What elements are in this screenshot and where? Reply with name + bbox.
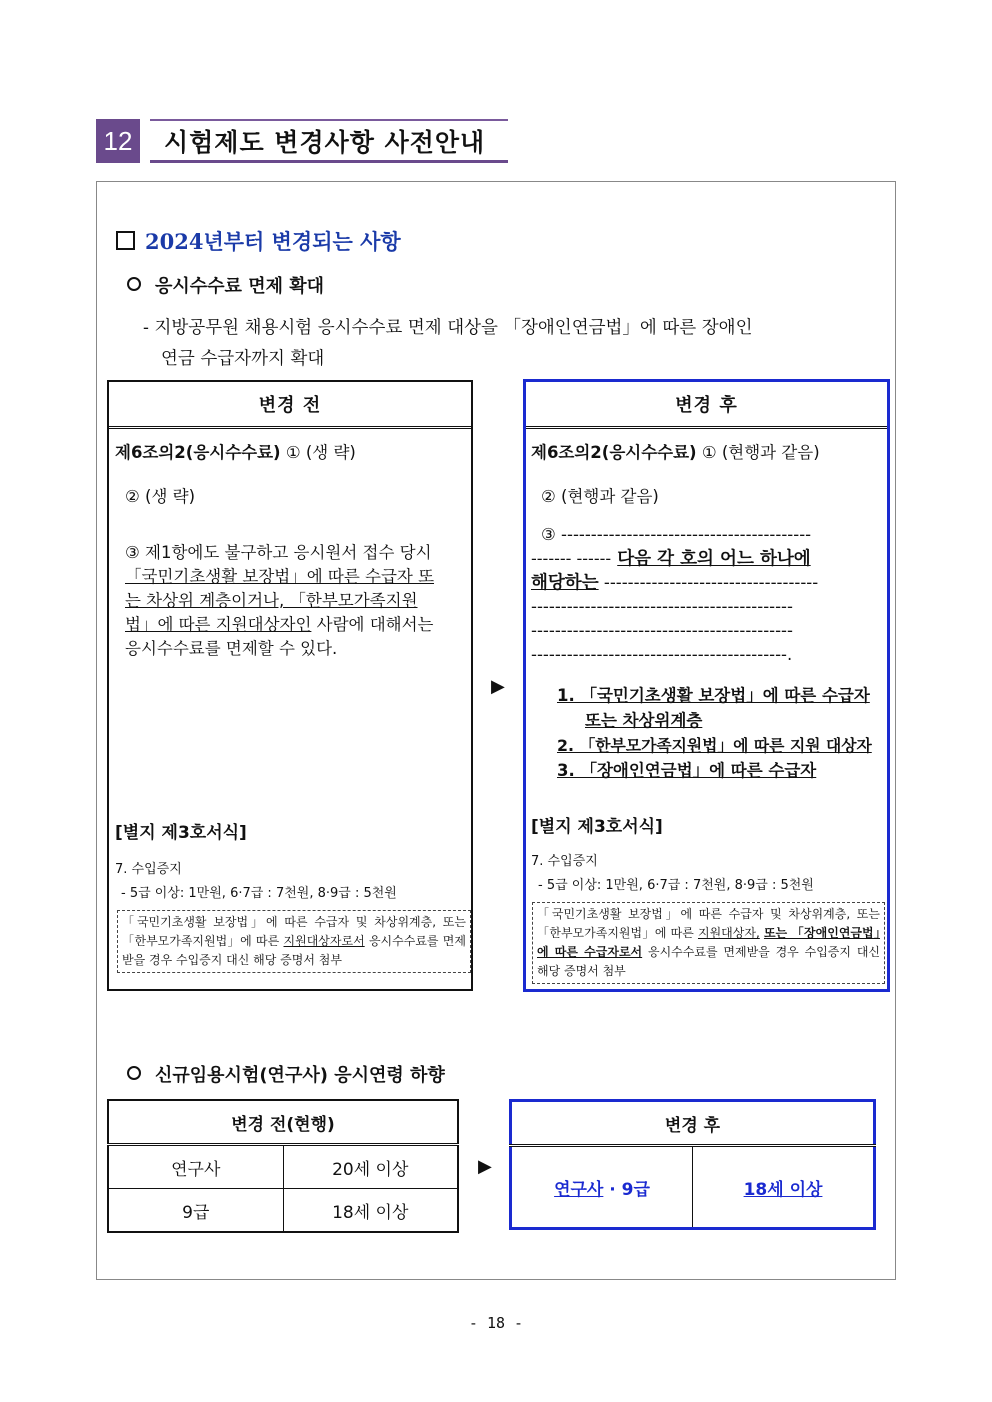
table-row: [511, 1146, 875, 1229]
after-note: [532, 902, 885, 984]
after-p1: ① (현행과 같음): [701, 443, 820, 462]
after-note-u1: 지원대상자,: [697, 926, 760, 940]
before-form-fee: - 5급 이상: 1만원, 6·7급 : 7천원, 8·9급 : 5천원: [121, 886, 397, 901]
after-box: [523, 379, 890, 992]
before-p3-u1: 「국민기초생활 보장법」에 따른 수급자 또: [125, 567, 435, 586]
before-note-u: 지원대상자로서: [283, 934, 365, 948]
after-list: [531, 683, 884, 783]
after-p3-line3: 해당하는 ------------------------------------: [531, 573, 819, 593]
before-note-b: 응시수수료를 면제받을 경우 수입증지 대신 해당 증명서 첨부: [122, 934, 466, 967]
item1-title: 응시수수료 면제 확대: [155, 276, 325, 297]
main-heading-text: 2024년부터 변경되는 사항: [145, 229, 401, 254]
age-before-header: 변경 전(현행): [108, 1100, 458, 1145]
after-p3-line6: -------------------------------------------.: [531, 645, 793, 664]
desc-line-1: - 지방공무원 채용시험 응시수수료 면제 대상을 「장애인연금법」에 따른 장애인: [143, 318, 753, 338]
before-note: [117, 910, 471, 973]
before-article: 제6조의2(응시수수료): [115, 443, 281, 462]
desc-line-2: 연금 수급자까지 확대: [161, 349, 325, 369]
before-p2: ② (생 략): [125, 487, 196, 506]
after-form-fee: - 5급 이상: 1만원, 6·7급 : 7천원, 8·9급 : 5천원: [538, 878, 814, 893]
after-p3-line5: --------------------------------------------: [531, 621, 793, 640]
after-age: 18세 이상: [693, 1146, 875, 1229]
after-grade: [511, 1146, 693, 1229]
after-note-a: 「국민기초생활 보장법」에 따른 수급자 및 차상위계층, 또는 「한부모가족지원법」에 따른: [537, 907, 880, 940]
after-p3-u2: 해당하는: [531, 573, 599, 593]
before-p1: ① (생 략): [285, 443, 356, 462]
after-p3-line4: --------------------------------------------: [531, 597, 793, 616]
row-grade: 연구사: [108, 1145, 283, 1189]
after-grade-u: 연구사: [554, 1179, 604, 1200]
after-list-1b: 또는 차상위계층: [585, 711, 703, 730]
item2-heading: [127, 1061, 445, 1087]
item2-title: 신규임용시험(연구사) 응시연령 하향: [155, 1065, 445, 1086]
row-grade: 9급: [108, 1189, 283, 1233]
after-form-title: [별지 제3호서식]: [531, 817, 663, 837]
page-number: - 18 -: [468, 1314, 524, 1332]
before-p3-rest: 사람에 대해서는: [311, 615, 434, 634]
square-bullet-icon: [116, 231, 135, 250]
after-header: 변경 후: [526, 382, 887, 429]
after-p3-mark: ③: [541, 525, 556, 544]
circle-bullet-icon: [127, 1066, 141, 1080]
after-list-2: 2. 「한부모가족지원법」에 따른 지원 대상자: [557, 736, 872, 755]
after-p3-line1: ③ ------------------------------------------: [541, 525, 812, 544]
after-p3-u1: 다음 각 호의 어느 하나에: [617, 549, 811, 569]
item1-description: [143, 313, 883, 375]
before-form-item: 7. 수입증지: [115, 862, 182, 877]
section-title: 시험제도 변경사항 사전안내: [150, 119, 508, 163]
before-p3-u3: 법」에 따른 지원대상자인: [125, 615, 312, 634]
table-row: [108, 1189, 458, 1233]
age-after-table: [509, 1099, 876, 1230]
after-note-u2: 또는 「장애인연금법」에 따른 수급자로서: [537, 926, 880, 959]
before-form-title: [별지 제3호서식]: [115, 823, 247, 843]
after-grade-rest: · 9급: [603, 1179, 650, 1200]
row-age: 20세 이상: [283, 1145, 458, 1189]
item1-heading: [127, 272, 324, 298]
after-p2: ② (현행과 같음): [541, 487, 659, 506]
before-article-line: [115, 441, 465, 465]
before-p3-last: 응시수수료를 면제할 수 있다.: [125, 639, 338, 658]
main-heading: [116, 226, 401, 256]
age-after-header: 변경 후: [511, 1101, 875, 1146]
before-note-a: 「국민기초생활 보장법」에 따른 수급자 및 차상위계층, 또는 「한부모가족지원법」에 따른: [122, 915, 466, 948]
circle-bullet-icon: [127, 277, 141, 291]
after-dash-short: ------- ------: [531, 549, 612, 568]
before-p3: [115, 541, 465, 661]
row-age: 18세 이상: [283, 1189, 458, 1233]
before-p3-prefix: ③ 제1항에도 불구하고 응시원서 접수 당시: [125, 543, 432, 562]
after-form-item: 7. 수입증지: [531, 854, 598, 869]
before-box: [107, 380, 473, 991]
arrow-right-icon: ▶: [491, 676, 505, 697]
after-list-1a: 1. 「국민기초생활 보장법」에 따른 수급자: [557, 686, 870, 705]
table-row: [108, 1145, 458, 1189]
after-article: 제6조의2(응시수수료): [531, 443, 697, 462]
before-header: 변경 전: [109, 382, 471, 429]
section-number: 12: [96, 119, 140, 163]
after-note-b: 응시수수료를 면제받을 경우 수입증지 대신 해당 증명서 첨부: [537, 945, 881, 978]
before-p3-u2: 는 차상위 계층이거나, 「한부모가족지원: [125, 591, 418, 610]
after-p3-line2: [531, 547, 884, 571]
age-before-table: [107, 1099, 459, 1233]
arrow-right-icon: ▶: [478, 1156, 492, 1177]
after-list-3: 3. 「장애인연금법」에 따른 수급자: [557, 761, 817, 780]
after-article-line: [531, 441, 884, 465]
